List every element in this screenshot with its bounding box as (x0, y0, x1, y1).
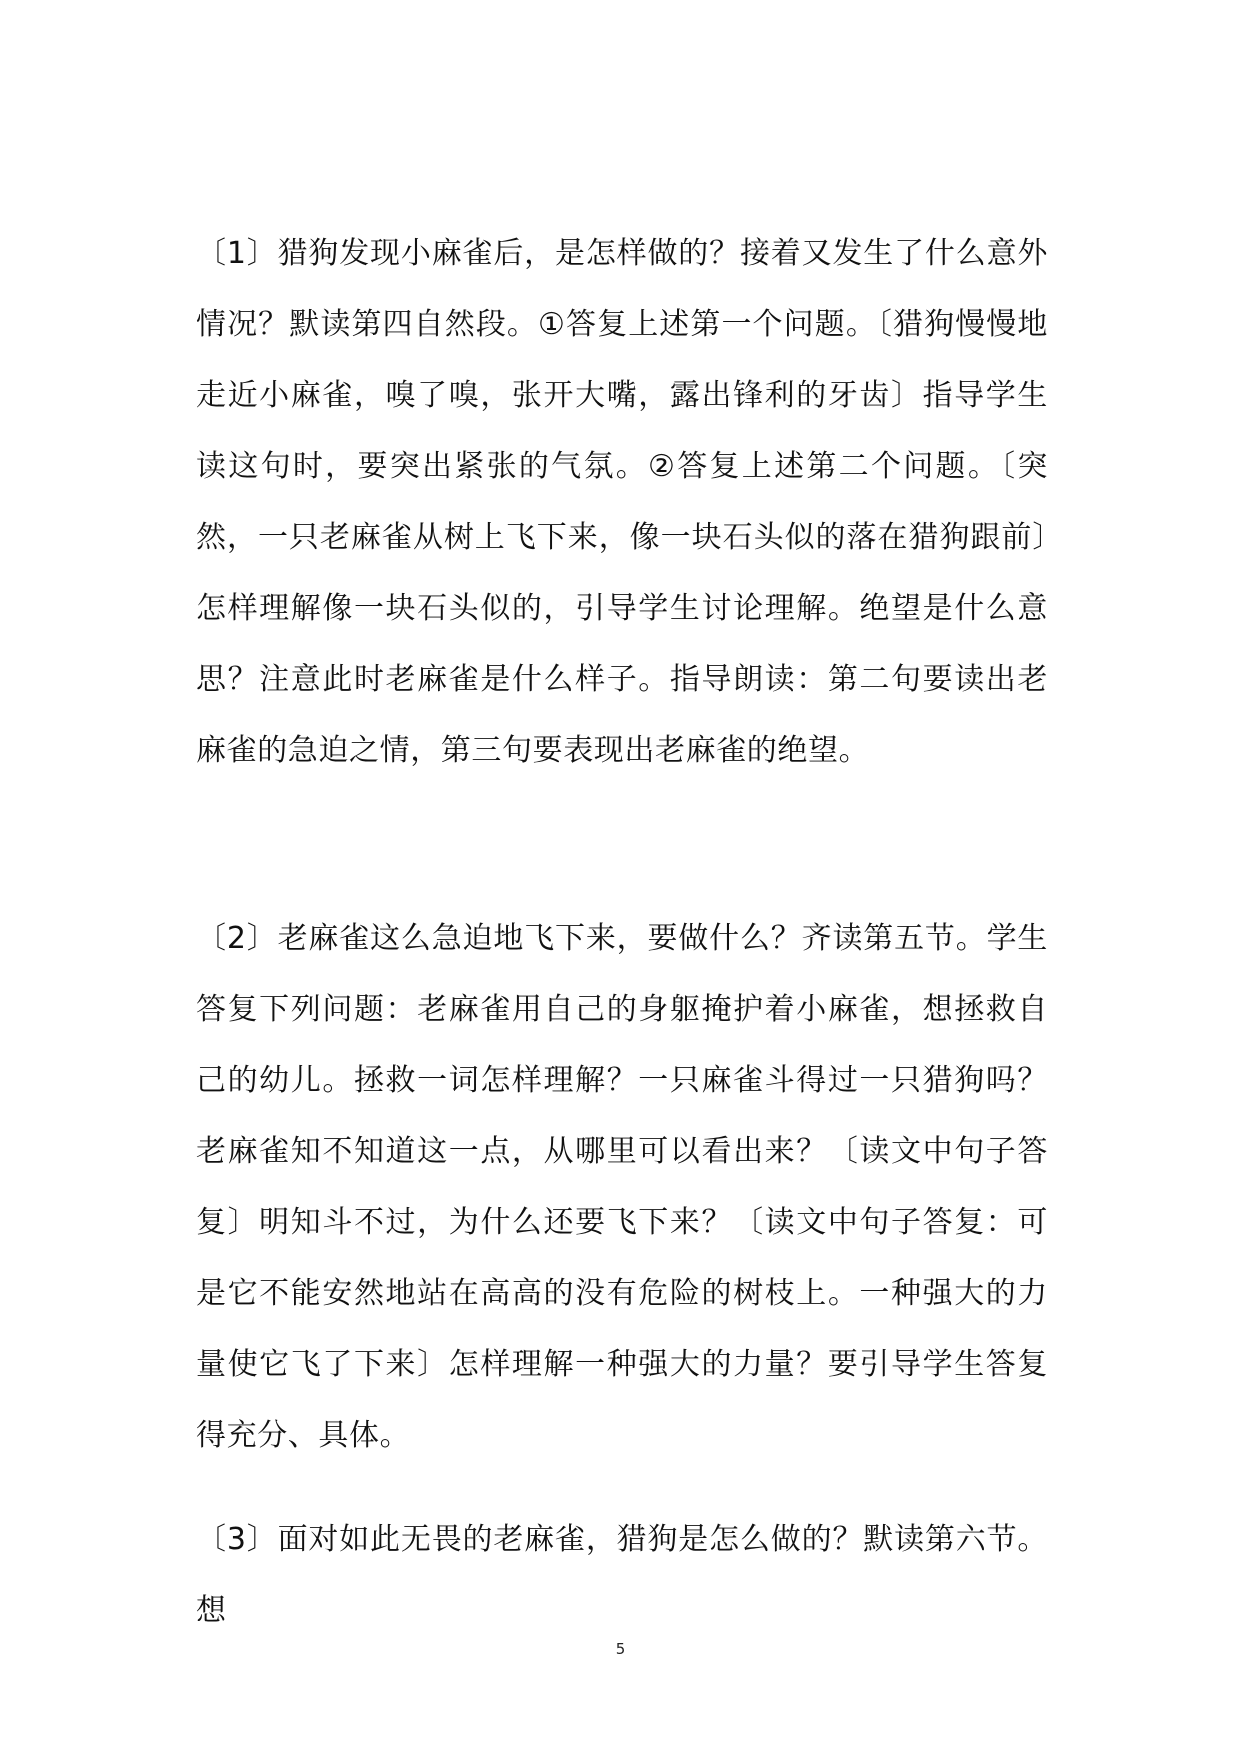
paragraph-2: 〔2〕老麻雀这么急迫地飞下来，要做什么？齐读第五节。学生答复下列问题：老麻雀用自己的身躯掩护着小麻雀，想拯救自己的幼儿。拯救一词怎样理解？一只麻雀斗得过一只猎狗吗？老麻雀知不知道这一点，从哪里可以看出来？〔读文中句子答复〕明知斗不过，为什么还要飞下来？〔读文中句子答复：可是它不能安然地站在高高的没有危险的树枝上。一种强大的力量使它飞了下来〕怎样理解一种强大的力量？要引导学生答复得充分、具体。 (196, 921, 1048, 1453)
paragraph-3: 〔3〕面对如此无畏的老麻雀，猎狗是怎么做的？默读第六节。想 (196, 1522, 1048, 1628)
page-number: 5 (615, 1640, 626, 1658)
paragraph-1: 〔1〕猎狗发现小麻雀后，是怎样做的？接着又发生了什么意外情况？默读第四自然段。①答复上述第一个问题。〔猎狗慢慢地走近小麻雀，嗅了嗅，张开大嘴，露出锋利的牙齿〕指导学生读这句时，要突出紧张的气氛。②答复上述第二个问题。〔突然，一只老麻雀从树上飞下来，像一块石头似的落在猎狗跟前〕怎样理解像一块石头似的，引导学生讨论理解。绝望是什么意思？注意此时老麻雀是什么样子。指导朗读：第二句要读出老麻雀的急迫之情，第三句要表现出老麻雀的绝望。 (196, 236, 1048, 768)
